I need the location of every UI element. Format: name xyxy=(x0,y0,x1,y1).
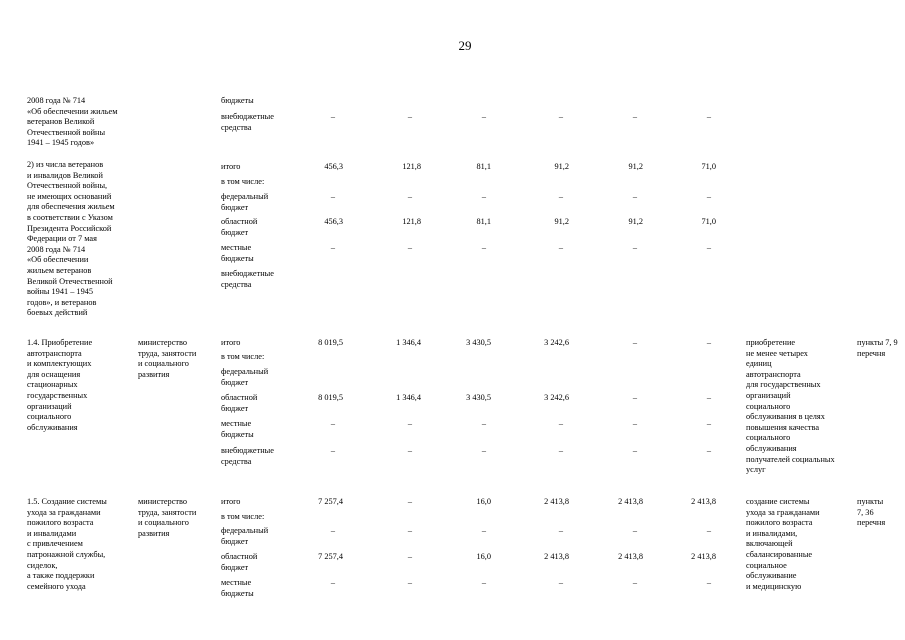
executor-label: министерство труда, занятости и социального развития xyxy=(138,497,197,538)
value-cell: 7 257,4 xyxy=(318,497,343,506)
value-cell: 2 413,8 xyxy=(544,552,569,561)
measure-label: 1.5. Создание системы ухода за гражданами пожилого возраста и инвалидами с привлечением патронажной службы, сиделок, а также поддержки семейного ухода xyxy=(27,497,107,591)
source-label: федеральный бюджет xyxy=(221,192,269,212)
value-cell: – xyxy=(558,243,564,252)
value-cell: – xyxy=(706,526,712,535)
page-number: 29 xyxy=(458,38,472,53)
value-cell: 7 257,4 xyxy=(318,552,343,561)
value-cell: – xyxy=(481,526,487,535)
source-label: местные бюджеты xyxy=(221,419,254,439)
source-label: итого xyxy=(221,162,241,171)
value-cell: – xyxy=(481,578,487,587)
value-cell: – xyxy=(706,112,712,121)
value-cell: – xyxy=(330,112,336,121)
value-cell: 3 242,6 xyxy=(544,338,569,347)
source-label: внебюджетные средства xyxy=(221,112,274,132)
value-cell: – xyxy=(407,243,413,252)
value-cell: – xyxy=(632,526,638,535)
value-cell: 8 019,5 xyxy=(318,338,343,347)
value-cell: – xyxy=(407,446,413,455)
value-cell: 1 346,4 xyxy=(396,338,421,347)
value-cell: 121,8 xyxy=(402,162,421,171)
value-cell: 2 413,8 xyxy=(618,497,643,506)
value-cell: – xyxy=(481,243,487,252)
value-cell: – xyxy=(481,446,487,455)
executor-label: министерство труда, занятости и социального развития xyxy=(138,338,197,379)
value-cell: 16,0 xyxy=(476,497,491,506)
value-cell: 91,2 xyxy=(554,217,569,226)
value-cell: – xyxy=(706,446,712,455)
value-cell: – xyxy=(558,526,564,535)
expected-result: приобретение не менее четырех единиц автотранспорта для государственных организаций социального обслуживания в целях повышения качества социального обслуживания получателей социальных услуг xyxy=(746,338,835,475)
value-cell: – xyxy=(330,243,336,252)
value-cell: – xyxy=(407,419,413,428)
value-cell: 71,0 xyxy=(701,217,716,226)
reference: пункты 7, 36 перечня xyxy=(857,497,886,528)
value-cell: 81,1 xyxy=(476,162,491,171)
value-cell: 2 413,8 xyxy=(618,552,643,561)
source-label: областной бюджет xyxy=(221,552,258,572)
value-cell: – xyxy=(632,243,638,252)
source-label: областной бюджет xyxy=(221,217,258,237)
value-cell: 71,0 xyxy=(701,162,716,171)
value-cell: – xyxy=(706,192,712,201)
source-label: в том числе: xyxy=(221,352,265,361)
source-label: итого xyxy=(221,338,241,347)
value-cell: 16,0 xyxy=(476,552,491,561)
value-cell: – xyxy=(632,192,638,201)
source-label: итого xyxy=(221,497,241,506)
value-cell: 1 346,4 xyxy=(396,393,421,402)
value-cell: – xyxy=(330,419,336,428)
value-cell: – xyxy=(632,419,638,428)
value-cell: – xyxy=(407,526,413,535)
value-cell: 456,3 xyxy=(324,217,343,226)
value-cell: – xyxy=(558,419,564,428)
value-cell: – xyxy=(407,552,413,561)
value-cell: – xyxy=(632,393,638,402)
value-cell: 2 413,8 xyxy=(691,552,716,561)
value-cell: – xyxy=(706,243,712,252)
source-label: местные бюджеты xyxy=(221,243,254,263)
source-label: федеральный бюджет xyxy=(221,367,269,387)
value-cell: – xyxy=(330,446,336,455)
value-cell: – xyxy=(706,393,712,402)
value-cell: 91,2 xyxy=(554,162,569,171)
value-cell: – xyxy=(330,192,336,201)
source-label: в том числе: xyxy=(221,512,265,521)
source-label: в том числе: xyxy=(221,177,265,186)
value-cell: – xyxy=(558,446,564,455)
measure-label: 1.4. Приобретение автотранспорта и комплектующих для оснащения стационарных государственных организаций социального обслуживания xyxy=(27,338,93,432)
source-label: областной бюджет xyxy=(221,393,258,413)
source-label: внебюджетные средства xyxy=(221,269,274,289)
value-cell: – xyxy=(407,192,413,201)
value-cell: 91,2 xyxy=(628,162,643,171)
value-cell: – xyxy=(407,497,413,506)
value-cell: – xyxy=(330,578,336,587)
value-cell: – xyxy=(632,578,638,587)
value-cell: 456,3 xyxy=(324,162,343,171)
value-cell: – xyxy=(632,112,638,121)
source-label: бюджеты xyxy=(221,96,254,105)
value-cell: – xyxy=(481,192,487,201)
value-cell: 3 430,5 xyxy=(466,338,491,347)
reference: пункты 7, 9 перечня xyxy=(857,338,898,358)
value-cell: – xyxy=(706,578,712,587)
value-cell: 91,2 xyxy=(628,217,643,226)
value-cell: 8 019,5 xyxy=(318,393,343,402)
value-cell: – xyxy=(558,112,564,121)
source-label: местные бюджеты xyxy=(221,578,254,598)
measure-label: 2) из числа ветеранов и инвалидов Великой Отечественной войны, не имеющих оснований для обеспечения жильем в соответствии с Указом Президента Российской Федерации от 7 мая 2008 года № 714 «Об обеспечении жильем ветеранов Великой Отечественной войны 1941 – 1945 годов», и ветеранов боевых действий xyxy=(27,160,115,318)
value-cell: – xyxy=(706,419,712,428)
value-cell: – xyxy=(558,192,564,201)
value-cell: – xyxy=(481,112,487,121)
value-cell: – xyxy=(632,338,638,347)
value-cell: 2 413,8 xyxy=(691,497,716,506)
value-cell: 81,1 xyxy=(476,217,491,226)
value-cell: – xyxy=(558,578,564,587)
value-cell: – xyxy=(481,419,487,428)
value-cell: – xyxy=(330,526,336,535)
value-cell: 3 242,6 xyxy=(544,393,569,402)
source-label: федеральный бюджет xyxy=(221,526,269,546)
value-cell: – xyxy=(706,338,712,347)
value-cell: 3 430,5 xyxy=(466,393,491,402)
measure-label: 2008 года № 714 «Об обеспечении жильем ветеранов Великой Отечественной войны 1941 – 1945 годов» xyxy=(27,96,118,148)
expected-result: создание системы ухода за гражданами пожилого возраста и инвалидами, включающей сбалансированные социальное обслуживание и медицинскую xyxy=(746,497,820,591)
value-cell: – xyxy=(632,446,638,455)
value-cell: 2 413,8 xyxy=(544,497,569,506)
value-cell: 121,8 xyxy=(402,217,421,226)
source-label: внебюджетные средства xyxy=(221,446,274,466)
value-cell: – xyxy=(407,578,413,587)
value-cell: – xyxy=(407,112,413,121)
